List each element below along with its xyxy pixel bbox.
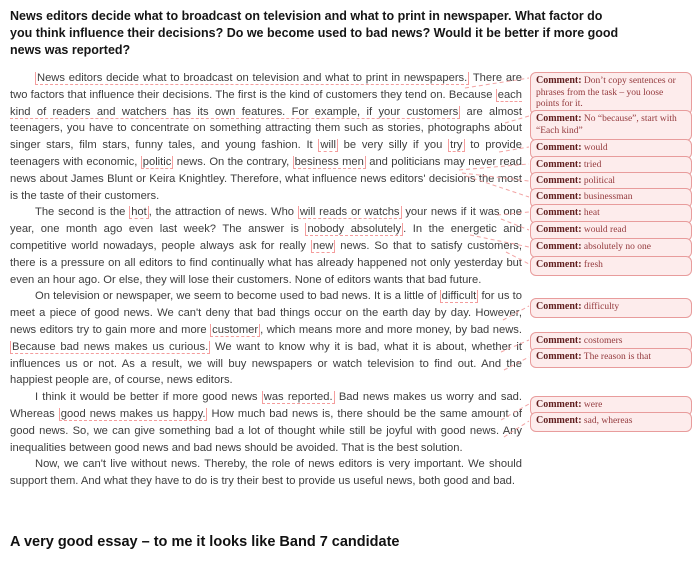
comment-balloon[interactable] [530, 256, 692, 276]
essay-text: to provide teenagers with economic, [10, 139, 522, 168]
essay-text: Bad news makes us worry and sad. Whereas [10, 391, 522, 420]
comment-text: would read [583, 225, 627, 235]
commented-text[interactable]: difficult [441, 290, 477, 303]
essay-text: There are two factors that influence their decisions. The first is the kind of customers they tend on. Because [10, 72, 522, 101]
essay-text: How much bad news is, there should be the same amount of good news. So, we can give something bad a lot of thought while still be joyful with good news. Any inequalities between good news and bad news should be avoided. That is the best solution. [10, 407, 522, 454]
commented-text[interactable]: customer [212, 323, 259, 336]
commented-text[interactable]: hot [131, 206, 147, 219]
commented-text[interactable]: try [450, 139, 463, 152]
comment-balloon[interactable] [530, 412, 692, 432]
comment-label: Comment: [536, 207, 582, 218]
essay-text: The second is the [35, 206, 130, 219]
essay-text: . In the energetic and competitive world nowadays, people always ask for really [10, 223, 522, 252]
comment-label: Comment: [536, 113, 582, 124]
commented-text[interactable]: politic [142, 155, 172, 168]
essay-text: and politicians may never read news about James Blunt or Keira Knightley. Therefore, what influence news editors' decisions the most is the taste of their customers. [10, 155, 523, 202]
comment-text: The reason is that [583, 352, 652, 362]
essay-text: On television or newspaper, we seem to become used to bad news. It is a little of [35, 290, 440, 303]
comment-text: Don’t copy sentences or phrases from the task – you loose points for it. [536, 76, 676, 109]
essay-paragraph[interactable] [10, 204, 522, 288]
comment-label: Comment: [536, 159, 582, 170]
commented-text[interactable]: News editors decide what to broadcast on television and what to print in newspapers. [37, 72, 468, 84]
comment-text: tried [583, 160, 602, 170]
comment-text: businessman [583, 192, 633, 202]
comment-text: were [583, 400, 603, 410]
essay-text: your news if it was one year, one month ago even last week? The answer is [10, 206, 522, 236]
commented-text[interactable]: new [312, 239, 334, 252]
comment-label: Comment: [536, 224, 582, 235]
commented-text[interactable]: was reported. [263, 391, 333, 404]
comment-label: Comment: [536, 399, 582, 410]
comment-label: Comment: [536, 241, 582, 252]
commented-text[interactable]: nobody absolutely [307, 223, 402, 236]
comment-text: heat [583, 208, 600, 218]
comment-balloon[interactable] [530, 72, 692, 115]
essay-body[interactable] [10, 70, 522, 490]
comment-text: would [583, 143, 608, 153]
comment-text: fresh [583, 260, 603, 270]
essay-paragraph[interactable] [10, 288, 522, 389]
essay-text: , which means more and more money, by bad news. [260, 323, 522, 336]
comment-balloon[interactable] [530, 298, 692, 318]
comment-balloon[interactable] [530, 348, 692, 368]
comment-label: Comment: [536, 301, 582, 312]
commented-text[interactable]: will reads or watchs [299, 206, 400, 219]
essay-text: news. So that to satisfy customers, there is a pressure on all editors to find continually what has already happened not only yesterday but even an hour ago. Or else, they will lose their customers. None of editors wants that bad future. [10, 239, 522, 286]
essay-text: I think it would be better if more good news [35, 391, 262, 404]
comment-label: Comment: [536, 335, 582, 346]
comment-text: costomers [583, 336, 623, 346]
essay-paragraph[interactable] [10, 389, 522, 456]
commented-text[interactable]: each kind of readers and watchers has its own features. For example, if your customers [10, 88, 522, 118]
comment-label: Comment: [536, 259, 582, 270]
essay-paragraph[interactable] [10, 70, 522, 204]
commented-text[interactable]: Because bad news makes us curious. [12, 340, 209, 353]
commented-text[interactable]: besiness men [294, 155, 364, 168]
essay-text: be very silly if you [337, 139, 449, 152]
essay-paragraph[interactable] [10, 456, 522, 490]
comment-text: difficulty [583, 302, 620, 312]
essay-prompt: News editors decide what to broadcast on television and what to print in newspaper. What factor do you think influence their decisions? Do we become used to bad news? Would it be better if more good news was reported? [10, 9, 619, 57]
essay-text: Now, we can't live without news. Thereby, the role of news editors is very important. We should support them. And what they have to do is try their best to provide us useful news, both good and bad. [10, 458, 522, 488]
comment-balloon[interactable] [530, 238, 692, 258]
examiner-verdict: A very good essay – to me it looks like Band 7 candidate [10, 534, 400, 550]
comment-label: Comment: [536, 351, 582, 362]
comment-label: Comment: [536, 75, 582, 86]
essay-text: , the attraction of news. Who [148, 206, 298, 219]
comment-text: absolutely no one [583, 242, 651, 252]
essay-text: news. On the contrary, [173, 155, 293, 168]
comment-text: No “because”, start with “Each kind” [536, 114, 677, 136]
comment-label: Comment: [536, 175, 582, 186]
comment-text: sad, whereas [583, 416, 633, 426]
comment-label: Comment: [536, 415, 582, 426]
essay-text: are almost teenagers, you have to concentrate on something attracting them such as stories, photographs about singer stars, film stars, funny tales, and young fashion. It [10, 105, 522, 152]
comment-label: Comment: [536, 191, 582, 202]
comment-balloon[interactable] [530, 110, 692, 141]
essay-text: for us to meet a piece of good news. We can't deny that bad things occur on the earth day by day. However, news editors try to gain more and more [10, 290, 522, 336]
commented-text[interactable]: will [320, 139, 336, 152]
comment-text: political [583, 176, 616, 186]
commented-text[interactable]: good news makes us happy. [60, 407, 206, 420]
essay-text: We want to know why it is bad, what it is about, whether it influences us or not. As a result, we will buy newspapers or watch television to find out. And the happiest people are, of course, news editors. [10, 340, 522, 387]
comment-label: Comment: [536, 142, 582, 153]
